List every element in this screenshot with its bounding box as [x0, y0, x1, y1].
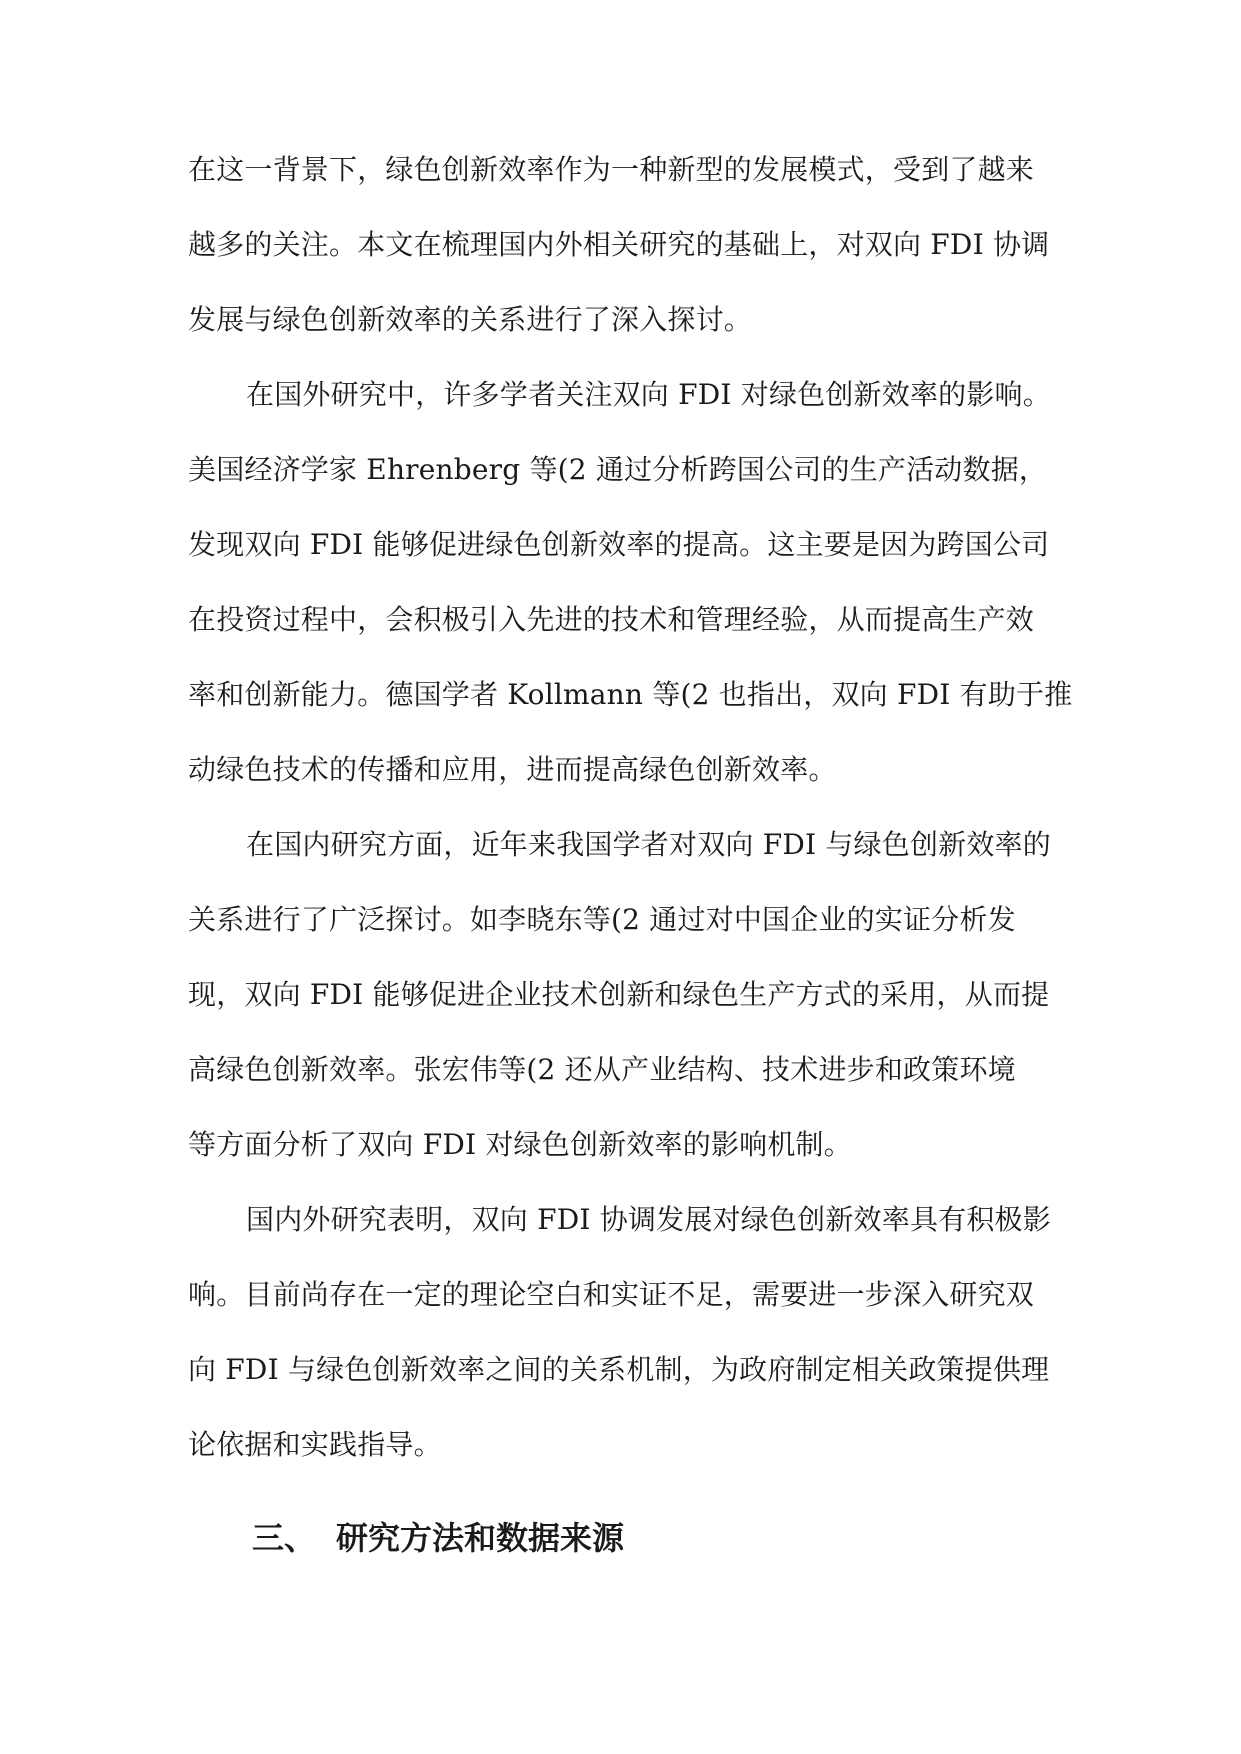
paragraph-2-line-4: 在投资过程中，会积极引入先进的技术和管理经验，从而提高生产效 [188, 603, 1035, 636]
paragraph-2-line-3: 发现双向 FDI 能够促进绿色创新效率的提高。这主要是因为跨国公司 [188, 528, 1050, 561]
paragraph-3-line-1: 在国内研究方面，近年来我国学者对双向 FDI 与绿色创新效率的 [246, 828, 1051, 861]
paragraph-1-line-2: 越多的关注。本文在梳理国内外相关研究的基础上，对双向 FDI 协调 [188, 228, 1050, 261]
section-number: 三、 [252, 1519, 317, 1557]
paragraph-3-line-4: 高绿色创新效率。张宏伟等(2 还从产业结构、技术进步和政策环境 [188, 1053, 1016, 1086]
paragraph-2-line-6: 动绿色技术的传播和应用，进而提高绿色创新效率。 [188, 753, 837, 786]
paragraph-4-line-2: 响。目前尚存在一定的理论空白和实证不足，需要进一步深入研究双 [188, 1278, 1035, 1311]
paragraph-2-line-5: 率和创新能力。德国学者 Kollmann 等(2 也指出，双向 FDI 有助于推 [188, 678, 1073, 711]
paragraph-3-line-2: 关系进行了广泛探讨。如李晓东等(2 通过对中国企业的实证分析发 [188, 903, 1016, 936]
section-heading [252, 1516, 624, 1560]
paragraph-2-line-1: 在国外研究中，许多学者关注双向 FDI 对绿色创新效率的影响。 [246, 378, 1051, 411]
paragraph-4-line-4: 论依据和实践指导。 [188, 1428, 442, 1461]
paragraph-4-line-1: 国内外研究表明，双向 FDI 协调发展对绿色创新效率具有积极影 [246, 1203, 1051, 1236]
paragraph-1-line-1: 在这一背景下，绿色创新效率作为一种新型的发展模式，受到了越来 [188, 153, 1035, 186]
paragraph-1-line-3: 发展与绿色创新效率的关系进行了深入探讨。 [188, 303, 753, 336]
paragraph-3-line-3: 现，双向 FDI 能够促进企业技术创新和绿色生产方式的采用，从而提 [188, 978, 1050, 1011]
paragraph-2-line-2: 美国经济学家 Ehrenberg 等(2 通过分析跨国公司的生产活动数据， [188, 453, 1048, 486]
paragraph-3-line-5: 等方面分析了双向 FDI 对绿色创新效率的影响机制。 [188, 1128, 852, 1161]
paragraph-4-line-3: 向 FDI 与绿色创新效率之间的关系机制，为政府制定相关政策提供理 [188, 1353, 1050, 1386]
section-title: 研究方法和数据来源 [336, 1519, 625, 1557]
